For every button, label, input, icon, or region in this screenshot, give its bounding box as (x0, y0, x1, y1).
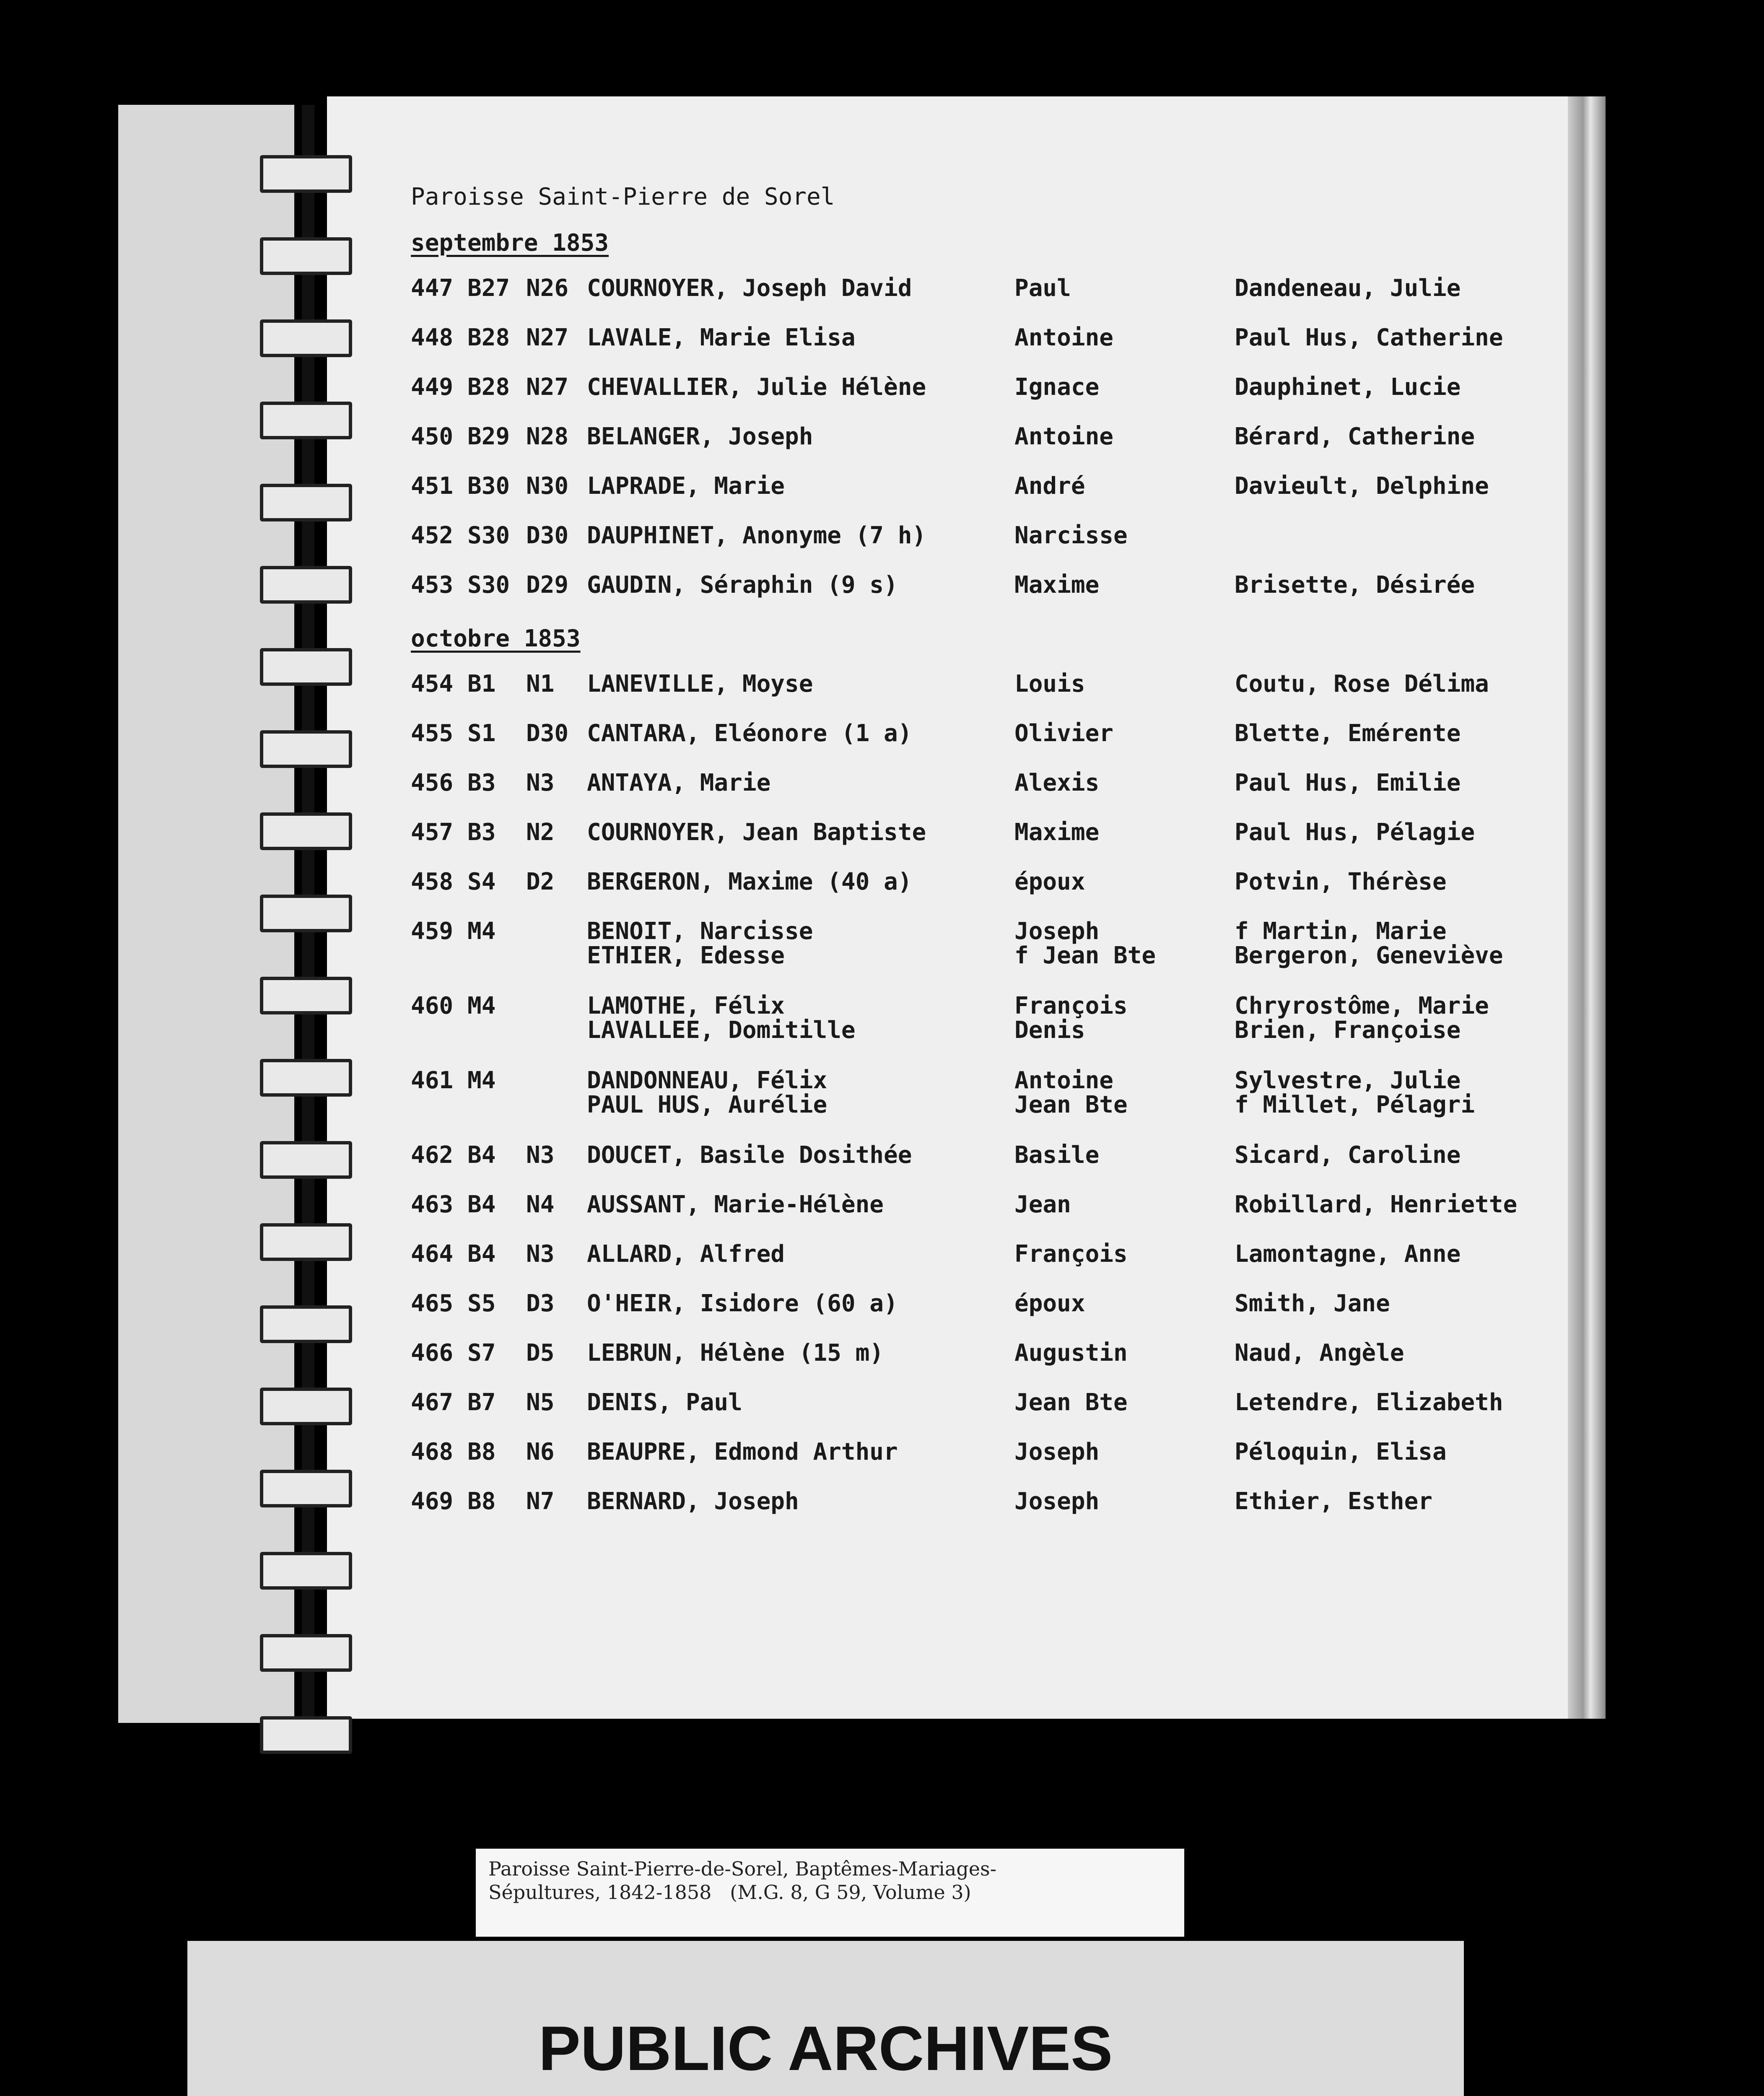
person-name: DAUPHINET, Anonyme (7 h) (587, 522, 926, 549)
mother-name: Sylvestre, Julie (1235, 1067, 1461, 1094)
birth-date-code: N3 (526, 769, 555, 796)
record-number: 463 (411, 1191, 454, 1218)
person-name: O'HEIR, Isidore (60 a) (587, 1290, 898, 1317)
binding-ring (260, 402, 352, 439)
record-number: 453 (411, 571, 454, 599)
mother-name: Chryrostôme, Marie (1235, 992, 1489, 1019)
birth-date-code: N27 (526, 374, 569, 401)
binding-ring (260, 812, 352, 850)
binding-ring (260, 1552, 352, 1590)
record-number: 455 (411, 720, 454, 747)
father-name: Jean (1014, 1191, 1071, 1218)
record-number: 456 (411, 769, 454, 796)
father-name: époux (1014, 868, 1085, 895)
spouse-mother-name: f Millet, Pélagri (1235, 1091, 1475, 1118)
binding-ring (260, 1716, 352, 1754)
mother-name: Letendre, Elizabeth (1235, 1389, 1503, 1416)
person-name: BERGERON, Maxime (40 a) (587, 868, 912, 895)
father-name: époux (1014, 1290, 1085, 1317)
father-name: Joseph (1014, 1438, 1100, 1466)
record-number: 457 (411, 819, 454, 846)
record-number: 467 (411, 1389, 454, 1416)
birth-date-code: D29 (526, 571, 569, 599)
mother-name: Paul Hus, Catherine (1235, 324, 1503, 351)
person-name: COURNOYER, Joseph David (587, 275, 912, 302)
binding-ring (260, 977, 352, 1014)
act-code: S7 (467, 1339, 496, 1367)
father-name: Ignace (1014, 374, 1100, 401)
page-stack-edge (1568, 96, 1606, 1719)
binding-ring (260, 730, 352, 768)
act-code: B29 (467, 423, 510, 450)
act-code: B28 (467, 374, 510, 401)
act-code: M4 (467, 992, 496, 1019)
person-name: DANDONNEAU, Félix (587, 1067, 828, 1094)
record-number: 458 (411, 868, 454, 895)
spouse-father-name: f Jean Bte (1014, 942, 1156, 969)
mother-name: Dandeneau, Julie (1235, 275, 1461, 302)
mother-name: Naud, Angèle (1235, 1339, 1404, 1367)
act-code: B8 (467, 1488, 496, 1515)
act-code: B7 (467, 1389, 496, 1416)
month-heading: octobre 1853 (411, 625, 581, 652)
father-name: Jean Bte (1014, 1389, 1128, 1416)
act-code: B4 (467, 1191, 496, 1218)
mother-name: Potvin, Thérèse (1235, 868, 1447, 895)
father-name: Antoine (1014, 324, 1114, 351)
record-number: 465 (411, 1290, 454, 1317)
act-code: S1 (467, 720, 496, 747)
birth-date-code: N7 (526, 1488, 555, 1515)
birth-date-code: N30 (526, 472, 569, 500)
microfilm-label (476, 1849, 1184, 1937)
birth-date-code: N2 (526, 819, 555, 846)
birth-date-code: N28 (526, 423, 569, 450)
spouse-father-name: Denis (1014, 1017, 1085, 1044)
birth-date-code: N27 (526, 324, 569, 351)
father-name: Olivier (1014, 720, 1114, 747)
binding-ring (260, 1634, 352, 1672)
father-name: Maxime (1014, 571, 1100, 599)
mother-name: Coutu, Rose Délima (1235, 670, 1489, 698)
person-name: LAPRADE, Marie (587, 472, 785, 500)
act-code: B4 (467, 1141, 496, 1169)
record-number: 459 (411, 918, 454, 945)
person-name: BENOIT, Narcisse (587, 918, 813, 945)
birth-date-code: N4 (526, 1191, 555, 1218)
birth-date-code: N3 (526, 1240, 555, 1268)
father-name: Maxime (1014, 819, 1100, 846)
mother-name: Blette, Emérente (1235, 720, 1461, 747)
mother-name: Davieult, Delphine (1235, 472, 1489, 500)
birth-date-code: N3 (526, 1141, 555, 1169)
mother-name: Bérard, Catherine (1235, 423, 1475, 450)
father-name: François (1014, 1240, 1128, 1268)
father-name: Basile (1014, 1141, 1100, 1169)
person-name: LANEVILLE, Moyse (587, 670, 813, 698)
father-name: Louis (1014, 670, 1085, 698)
person-name: CHEVALLIER, Julie Hélène (587, 374, 926, 401)
act-code: S30 (467, 522, 510, 549)
father-name: Joseph (1014, 1488, 1100, 1515)
act-code: B27 (467, 275, 510, 302)
mother-name: Sicard, Caroline (1235, 1141, 1461, 1169)
binding-ring (260, 1388, 352, 1425)
father-name: Antoine (1014, 1067, 1114, 1094)
record-number: 448 (411, 324, 454, 351)
record-number: 451 (411, 472, 454, 500)
person-name: LEBRUN, Hélène (15 m) (587, 1339, 884, 1367)
spouse-name: PAUL HUS, Aurélie (587, 1091, 828, 1118)
record-number: 450 (411, 423, 454, 450)
binding-ring (260, 648, 352, 686)
act-code: B3 (467, 769, 496, 796)
mother-name: Ethier, Esther (1235, 1488, 1433, 1515)
father-name: Antoine (1014, 423, 1114, 450)
birth-date-code: N1 (526, 670, 555, 698)
record-number: 464 (411, 1240, 454, 1268)
birth-date-code: N5 (526, 1389, 555, 1416)
person-name: BERNARD, Joseph (587, 1488, 799, 1515)
act-code: S30 (467, 571, 510, 599)
person-name: BEAUPRE, Edmond Arthur (587, 1438, 898, 1466)
mother-name: Paul Hus, Pélagie (1235, 819, 1475, 846)
record-number: 449 (411, 374, 454, 401)
binding-ring (260, 895, 352, 932)
record-number: 469 (411, 1488, 454, 1515)
person-name: LAVALE, Marie Elisa (587, 324, 856, 351)
father-name: Joseph (1014, 918, 1100, 945)
person-name: LAMOTHE, Félix (587, 992, 785, 1019)
record-number: 454 (411, 670, 454, 698)
act-code: B1 (467, 670, 496, 698)
mother-name: Smith, Jane (1235, 1290, 1390, 1317)
spouse-father-name: Jean Bte (1014, 1091, 1128, 1118)
mother-name: f Martin, Marie (1235, 918, 1447, 945)
binding-ring (260, 237, 352, 275)
act-code: M4 (467, 918, 496, 945)
mother-name: Péloquin, Elisa (1235, 1438, 1447, 1466)
binding-ring (260, 566, 352, 604)
binding-ring (260, 1470, 352, 1507)
birth-date-code: D30 (526, 522, 569, 549)
person-name: CANTARA, Eléonore (1 a) (587, 720, 912, 747)
stamp-line-1: PUBLIC ARCHIVES (538, 2013, 1113, 2083)
act-code: B3 (467, 819, 496, 846)
record-number: 466 (411, 1339, 454, 1367)
person-name: GAUDIN, Séraphin (9 s) (587, 571, 898, 599)
act-code: B8 (467, 1438, 496, 1466)
binding-ring (260, 1223, 352, 1261)
act-code: B4 (467, 1240, 496, 1268)
birth-date-code: D30 (526, 720, 569, 747)
record-number: 468 (411, 1438, 454, 1466)
act-code: S5 (467, 1290, 496, 1317)
father-name: Augustin (1014, 1339, 1128, 1367)
father-name: Narcisse (1014, 522, 1128, 549)
record-number: 452 (411, 522, 454, 549)
person-name: DOUCET, Basile Dosithée (587, 1141, 912, 1169)
act-code: B30 (467, 472, 510, 500)
record-number: 460 (411, 992, 454, 1019)
person-name: AUSSANT, Marie-Hélène (587, 1191, 884, 1218)
father-name: Paul (1014, 275, 1071, 302)
act-code: S4 (467, 868, 496, 895)
spouse-name: LAVALLEE, Domitille (587, 1017, 856, 1044)
mother-name: Robillard, Henriette (1235, 1191, 1518, 1218)
father-name: Alexis (1014, 769, 1100, 796)
father-name: François (1014, 992, 1128, 1019)
spouse-mother-name: Brien, Françoise (1235, 1017, 1461, 1044)
person-name: ALLARD, Alfred (587, 1240, 785, 1268)
person-name: ANTAYA, Marie (587, 769, 771, 796)
act-code: B28 (467, 324, 510, 351)
record-number: 447 (411, 275, 454, 302)
record-number: 461 (411, 1067, 454, 1094)
birth-date-code: D5 (526, 1339, 555, 1367)
page-header: Paroisse Saint-Pierre de Sorel (411, 183, 835, 210)
act-code: M4 (467, 1067, 496, 1094)
mother-name: Paul Hus, Emilie (1235, 769, 1461, 796)
birth-date-code: D3 (526, 1290, 555, 1317)
mother-name: Dauphinet, Lucie (1235, 374, 1461, 401)
spouse-name: ETHIER, Edesse (587, 942, 785, 969)
binding-ring (260, 1059, 352, 1097)
label-line-1: Paroisse Saint-Pierre-de-Sorel, Baptêmes-Mariages- (488, 1857, 997, 1880)
label-line-2: Sépultures, 1842-1858 (M.G. 8, G 59, Volume 3) (488, 1881, 971, 1904)
binding-ring (260, 319, 352, 357)
father-name: André (1014, 472, 1085, 500)
birth-date-code: N6 (526, 1438, 555, 1466)
binding-ring (260, 484, 352, 521)
binding-ring (260, 1141, 352, 1179)
month-heading: septembre 1853 (411, 229, 609, 257)
mother-name: Lamontagne, Anne (1235, 1240, 1461, 1268)
record-number: 462 (411, 1141, 454, 1169)
spiral-binding (252, 105, 361, 1723)
archives-stamp (187, 1941, 1464, 2096)
binding-ring (260, 1305, 352, 1343)
person-name: BELANGER, Joseph (587, 423, 813, 450)
birth-date-code: D2 (526, 868, 555, 895)
birth-date-code: N26 (526, 275, 569, 302)
person-name: COURNOYER, Jean Baptiste (587, 819, 926, 846)
binding-ring (260, 155, 352, 193)
spouse-mother-name: Bergeron, Geneviève (1235, 942, 1503, 969)
mother-name: Brisette, Désirée (1235, 571, 1475, 599)
person-name: DENIS, Paul (587, 1389, 742, 1416)
